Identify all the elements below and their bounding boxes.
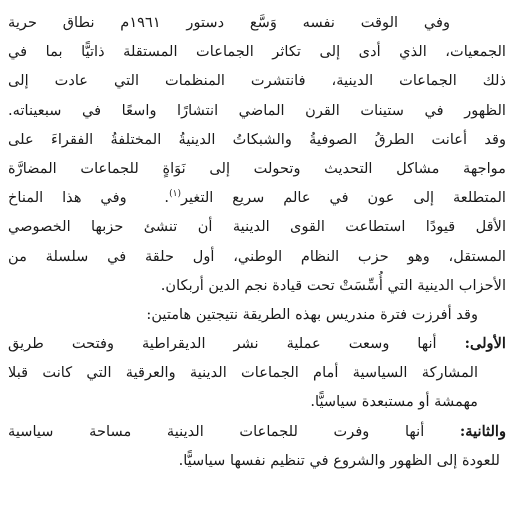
text-line: الأقل قيودًا استطاعت القوى الدينية أن تنشئ حزبها الخصوصي [8,218,506,236]
point-label: الأولى: [464,335,506,353]
text-line: مهمشة أو مستبعدة سياسيًّا. [310,393,478,411]
text-line [8,417,506,446]
text-line: ذلك الجماعات الدينية، فانتشرت المنظمات التي عادت إلى [8,72,506,90]
text-line: الأحزاب الدينية التي أُسِّسَتْ تحت قيادة نجم الدين أربكان. [160,276,506,294]
text-line: الجمعيات، الذي أدى إلى تكاثر الجماعات المستقلة ذاتيًّا بما في [8,43,506,61]
text-segment: المتطلعة إلى عون في عالم سريع التغير [180,189,506,207]
text-line: وفي الوقت نفسه وَسَّع دستور ١٩٦١م نطاق حرية [8,14,451,31]
text-line: المستقل، وهو حزب النظام الوطني، أول حلقة في سلسلة من [8,247,506,265]
text-line: وقد أفرزت فترة مندريس بهذه الطريقة نتيجتين هامتين: [146,305,478,323]
text-line: مواجهة مشاكل التحديث وتحولت إلى نَوَاةٍ للجماعات المضارَّة [8,159,506,177]
text-segment: أنها وسعت عملية نشر الديقراطية وفتحت طريق [8,335,437,353]
text-line: المتطلعة إلى عون في عالم سريع التغير$^{(١)}$. وفي هذا المناخ [8,189,506,207]
book-page [8,8,506,519]
text-line: وقد أعانت الطرقُ الصوفيةُ والشبكاتُ الدينيةُ المختلفةُ الفقراءَ على [8,130,506,148]
text-segment: أنها وفرت للجماعات الدينية مساحة سياسية [8,422,425,440]
text-segment: وفي هذا المناخ [8,189,127,207]
point-label: والثانية: [459,422,506,440]
text-line [8,329,506,358]
text-line: المشاركة السياسية أمام الجماعات الدينية والعرقية التي كانت قبلا [8,364,478,382]
footnote-marker[interactable]: (١) [169,189,181,200]
text-line: الظهور في ستينات القرن الماضي انتشارًا واسعًا في سبعيناته. [8,101,506,119]
text-line: للعودة إلى الظهور والشروع في تنظيم نفسها سياسيًّا. [178,451,500,469]
